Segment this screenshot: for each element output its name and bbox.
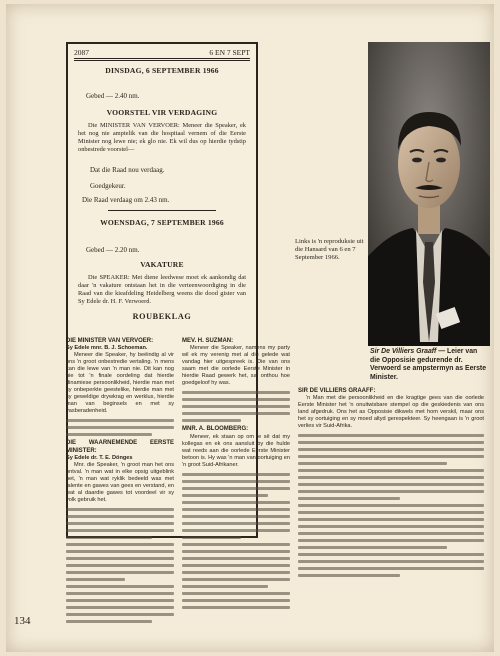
hansard-minister-paragraph: Die MINISTER VAN VERVOER: Meneer die Speaker, ek het nog nie amptelik van die hospitaal vernem of die Eerste Minister nog lewe nie; ek glo nie. Ek wil dus op hierdie tydstip onbestrede voorstel— <box>78 122 246 154</box>
page-number: 134 <box>14 615 31 627</box>
hansard-condolence-heading: ROUBEKLAG <box>132 312 192 321</box>
hansard-day2-heading: WOENSDAG, 7 SEPTEMBER 1966 <box>100 218 224 227</box>
hansard-speaker-paragraph: Die SPEAKER: Met diene leedwese moet ek aankondig dat daar 'n vakature ontstaan het in die verteenwoordiging in die Raad van die kieafdeling Heidelberg weens die dood gister van Sy Edele dr. H. F. Verwoerd. <box>78 274 246 306</box>
text-column-3 <box>298 388 484 581</box>
speech-paragraph: Meneer, ek staan op om te sê dat my kollegas en ek ons aansluit by die hulde wat reeds aan die oorlede Eerste Minister betoon is. Hy was 'n man van oortuiging en 'n groot Suid-Afrikaner. <box>182 433 290 468</box>
speech-paragraph: 'n Man met die persoonlikheid en die kragtige gees van die oorlede Eerste Minister het 'n onuitwisbare stempel op die geskiedenis van ons land afgedruk. Ons het as Opposisie dikwels met hom verskil, maar ons het sy oortuiging en sy moed altyd gerespekteer. Sy heengaan is 'n groot verlies vir Suid-Afrika. <box>298 395 484 430</box>
portrait-photo-image <box>368 42 490 346</box>
speaker-heading: MEV. H. SUZMAN: <box>182 338 234 344</box>
speaker-heading: DIE WAARNEMENDE EERSTE MINISTER: <box>66 440 174 454</box>
hansard-date-header: 6 EN 7 SEPT <box>209 48 250 57</box>
hansard-prayers-2: Gebed — 2.20 nm. <box>86 246 140 254</box>
hansard-adjourned: Die Raad verdaag om 2.43 nm. <box>82 196 170 204</box>
speaker-heading: MNR. A. BLOOMBERG: <box>182 426 249 433</box>
hansard-header <box>74 48 250 57</box>
text-column-1 <box>66 338 174 627</box>
portrait-caption-name: Sir De Villiers Graaff <box>370 348 437 355</box>
portrait-photo <box>368 42 490 346</box>
speaker-name: Sy Edele mnr. B. J. Schoeman. <box>66 345 148 352</box>
speaker-name: Sy Edele dr. T. E. Dönges <box>66 455 133 462</box>
speaker-heading: DIE MINISTER VAN VERVOER: <box>66 338 154 344</box>
speech-paragraph: Mnr. die Speaker, 'n groot man het ons ontval. 'n man wat in elke opsig uitgeblink het, 'n man wat ryklik bedeeld was met talente en gawes van gees en verstand, en wat al daardie gawes tot voordeel vir sy volk gebruik het. <box>66 462 174 504</box>
portrait-caption <box>370 348 488 382</box>
hansard-motion: Dat die Raad nou verdaag. <box>90 166 165 174</box>
hansard-adjourn-heading: VOORSTEL VIR VERDAGING <box>106 108 218 117</box>
speech-filler <box>66 508 174 623</box>
divider <box>74 58 250 59</box>
speech-filler <box>182 391 290 422</box>
magazine-page <box>6 4 494 652</box>
speech-filler <box>298 434 484 577</box>
speech-paragraph: Meneer die Speaker, namens my party wil ek my verenig met al die gelede wat vandag hier uitgespreek is. Die van ons saam met die oorlede Eerste Minister in hierdie Raad gewerk het, sal onthou hoe goedgeloof hy was. <box>182 345 290 387</box>
hansard-vacancy-heading: VAKATURE <box>140 260 184 269</box>
portrait-caption-text: — Leier van die Opposisie gedurende dr. Verwoerd se ampstermyn as Eerste Minister. <box>370 348 487 381</box>
divider <box>108 210 216 211</box>
hansard-prayers-1: Gebed — 2.40 nm. <box>86 92 140 100</box>
hansard-caption: Links is 'n reproduksie uit die Hansard van 6 en 7 September 1966. <box>295 238 364 262</box>
text-column-2 <box>182 338 290 613</box>
speech-filler <box>66 419 174 436</box>
hansard-page-number: 2087 <box>74 48 89 57</box>
hansard-agreed: Goedgekeur. <box>90 182 126 190</box>
speech-filler <box>182 473 290 609</box>
speaker-heading: SIR DE VILLIERS GRAAFF: <box>298 388 376 394</box>
hansard-day1-heading: DINSDAG, 6 SEPTEMBER 1966 <box>105 66 219 75</box>
speech-paragraph: Meneer die Speaker, hy beëindig al vir ons 'n groot onbestredie vertaling. 'n mens kan die lewe van 'n man nie. Dit kan nog nie tot 'n finale oordeling dat hierdie dinamiese persoonlikheid, hierdie man met sy onbeperkte geestelike, hierdie man met sy geweldige drywkrag en werklus, hierdie man van beginsels en met sy vasberadenheid. <box>66 352 174 415</box>
divider <box>74 60 250 61</box>
